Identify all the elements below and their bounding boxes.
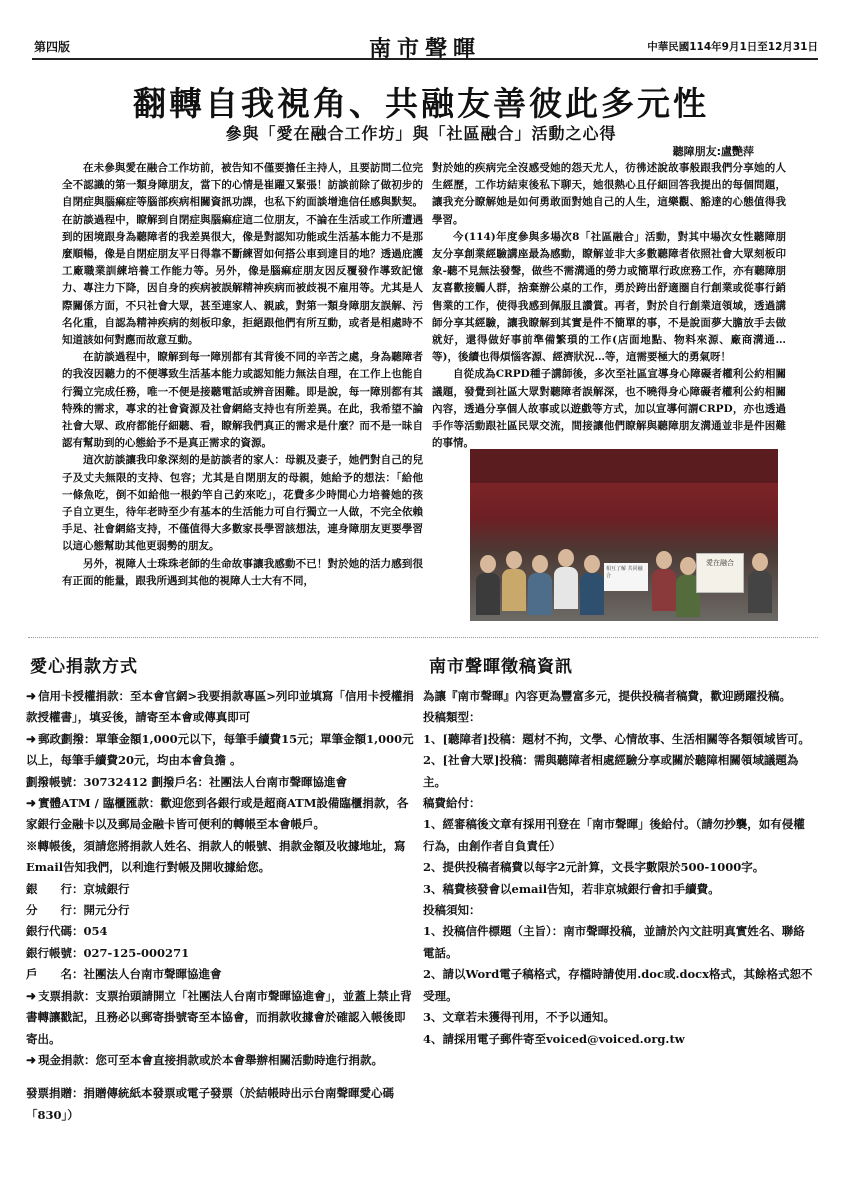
article-paragraph: 自從成為CRPD種子講師後，多次至社區宣導身心障礙者權利公約相關議題，發覺到社區大眾對聽障者誤解深，也不曉得身心障礙者權利公約相關內容，透過分享個人故事或以遊戲等方式，加以宣導何謂CRPD，亦也透過手作等活動跟社區民眾交流，間接讓他們瞭解與聽障朋友溝通並非是件困難的事情。 [432, 368, 786, 450]
article-title: 翻轉自我視角、共融友善彼此多元性 [133, 84, 709, 123]
article-paragraph: 在未參與愛在融合工作坊前，被告知不僅要擔任主持人，且要訪問二位完全不認識的第一類身障朋友，當下的心情是崔躍又緊張！訪談前除了做初步的自閉症與腦痲症等腦部疾病相關資訊功課，也私下約面談增進信任感與默契。在訪談過程中，瞭解到自閉症與腦痲症這二位朋友，不論在生活或工作所遭遇到的困境跟身為聽障者的我差異很大，像是對認知功能或生活基本能力不是那麼順暢，像是自閉症朋友平日得靠不斷練習如何搭公車到達目的地？透過庇護工廠職業訓練培養工作能力等。另外，像是腦痲症朋友因反覆發作導致記憶力、專注力下降，因自身的疾病被誤解精神疾病而被歧視不雇用等。尤其是人際關係方面，不只社會大眾，甚至連家人、親戚，對第一類身障朋友誤解、污名化重，自認為精神疾病的刻板印象，拒絕跟他們有所互動，或者是相處時不知道該如何對應而故意互動。 [62, 162, 423, 347]
submission-types-heading: 投稿類型： [423, 710, 481, 725]
submission-type-item: 1、[聽障者]投稿：題材不拘，文學、心情故事、生活相關等各類領域皆可。 [423, 731, 810, 746]
article-paragraph: 對於她的疾病完全沒感受她的怨天尤人，彷彿述說故事般跟我們分享她的人生經歷，工作坊結束後私下聊天，她很熱心且仔細回答我提出的每個問題，讓我充分瞭解她是如何勇敢面對她自己的人生，這樂觀、豁達的心態值得我學習。 [432, 162, 786, 226]
photo-sign: 相互了解 共同融合 [604, 563, 648, 591]
masthead [32, 34, 818, 60]
donation-cash: ➜ 現金捐款：您可至本會直接捐款或於本會舉辦相關活動時進行捐款。 [26, 1050, 414, 1071]
donation-bank-code: 銀行代碼：054 [26, 924, 108, 939]
arrow-right-icon: ➜ [26, 731, 37, 746]
submission-pay-item: 2、提供投稿者稿費以每字2元計算，文長字數限於500-1000字。 [423, 860, 765, 875]
submission-note-item: 3、文章若未獲得刊用，不予以通知。 [423, 1010, 615, 1025]
donation-invoice: 發票捐贈：捐贈傳統紙本發票或電子發票（於結帳時出示台南聲暉愛心碼「830」） [26, 1086, 394, 1122]
article-subtitle: 參與「愛在融合工作坊」與「社區融合」活動之心得 [225, 124, 617, 143]
donation-atm: ➜ 實體ATM / 臨櫃匯款：歡迎您到各銀行或是超商ATM設備臨櫃捐款，各家銀行金融卡以及郵局金融卡皆可便利的轉帳至本會帳戶。 [26, 793, 414, 836]
submission-pay-heading: 稿費給付： [423, 796, 481, 811]
arrow-right-icon: ➜ [26, 689, 37, 703]
donation-check: ➜ 支票捐款：支票抬頭請開立「社團法人台南市聲暉協進會」，並蓋上禁止背書轉讓戳記，且務必以郵寄掛號寄至本協會，而捐款收據會於確認入帳後即寄出。 [26, 986, 414, 1050]
article-column-right [432, 160, 786, 452]
submission-title: 南市聲暉徵稿資訊 [429, 657, 573, 677]
submission-note-item: 4、請採用電子郵件寄至voiced@voiced.org.tw [423, 1031, 685, 1046]
submission-note-item: 2、請以Word電子稿格式，存檔時請使用.doc或.docx格式，其餘格式恕不受理。 [423, 967, 813, 1003]
donation-postal-account: 劃撥帳號：30732412 劃撥戶名：社團法人台南市聲暉協進會 [26, 774, 348, 789]
article-paragraph: 在訪談過程中，瞭解到每一障別都有其背後不同的辛苦之處，身為聽障者的我沒因聽力的不便導致生活基本能力或認知能力無法自理，在工作上也能自行獨立完成任務，唯一不便是接聽電話或辨音困難。即是說，每一障別都有其特殊的需求，專求的社會資源及社會網絡支持也有所差異。在此，我希望不論社會大眾、政府都能仔細聽、看，瞭解我們真正的需求是什麼？而不是一昧自認有幫助到的心態給予不是真正需求的資源。 [62, 351, 423, 450]
donation-account-holder: 戶 名：社團法人台南市聲暉協進會 [26, 967, 222, 982]
arrow-right-icon: ➜ [26, 988, 37, 1003]
donation-bank: 銀 行：京城銀行 [26, 881, 130, 896]
submission-section [423, 686, 815, 1050]
issue-date-range: 中華民國114年9月1日至12月31日 [647, 41, 818, 53]
arrow-right-icon: ➜ [26, 796, 37, 811]
donation-branch: 分 行：開元分行 [26, 903, 130, 918]
donation-postal: ➜ 郵政劃撥：單筆金額1,000元以下，每筆手續費15元；單筆金額1,000元以上，每筆手續費20元，均由本會負擔 。 [26, 729, 414, 772]
photo-banner: 愛在融合 [696, 553, 744, 593]
photo-ceiling [470, 449, 778, 483]
donation-title: 愛心捐款方式 [30, 657, 138, 677]
donation-bank-account: 銀行帳號：027-125-000271 [26, 945, 190, 960]
donation-credit: ➜ 信用卡授權捐款：至本會官網>我要捐款專區>列印並填寫「信用卡授權捐款授權書」，填妥後，請寄至本會或傳真即可 [26, 686, 414, 729]
edition-label: 第四版 [34, 40, 71, 54]
article-paragraph: 這次訪談讓我印象深刻的是訪談者的家人：母親及妻子，她們對自己的兒子及丈夫無限的支持、包容；尤其是自閉朋友的母親，她給予的想法：「給他一條魚吃，倒不如給他一根釣竿自己釣來吃」，花費多少時間心力培養她的孩子自立更生，待年老時至少有基本的生活能力可自行獨立一人做，不完全依賴手足、社會網絡支持，不僅值得大多數家長學習該想法，連身障朋友更要學習以這心態幫助其他更弱勢的朋友。 [62, 454, 423, 553]
donation-section [26, 686, 414, 1126]
article-byline: 聽障朋友:盧艷萍 [672, 145, 754, 158]
donation-note: ※轉帳後，須請您將捐款人姓名、捐款人的帳號、捐款金額及收據地址，寫Email告知我們，以利進行對帳及開收據給您。 [26, 838, 406, 875]
submission-note-item: 1、投稿信件標題（主旨）：南市聲暉投稿，並請於內文註明真實姓名、聯絡電話。 [423, 924, 805, 960]
newspaper-name: 南市聲暉 [368, 37, 481, 62]
submission-type-item: 2、[社會大眾]投稿：需與聽障者相處經驗分享或關於聽障相關領域議題為主。 [423, 753, 799, 789]
arrow-right-icon: ➜ [26, 1052, 37, 1067]
article-paragraph: 另外，視障人士珠珠老師的生命故事讓我感動不已！對於她的活力感到很有正面的能量，跟我所遇到其他的視障人士大有不同， [62, 557, 423, 587]
submission-notes-heading: 投稿須知： [423, 903, 481, 918]
group-photo [470, 449, 778, 621]
submission-intro: 為讓『南市聲暉』內容更為豐富多元，提供投稿者稿費，歡迎踴躍投稿。 [423, 689, 791, 703]
article-paragraph: 今(114)年度參與多場次8「社區融合」活動，對其中場次女性聽障朋友分享創業經驗講座最為感動，瞭解並非大多數聽障者依照社會大眾刻板印象-聽不見無法發聲，做些不需溝通的勞力或簡單行政庶務工作，亦有聽障朋友喜歡接觸人群，捨棄辦公桌的工作，勇於跨出舒適圈自行創業或從事行銷售業的工作，使得我感到佩服且讚賞。再者，對於自行創業這領域，透過講師分享其經驗，讓我瞭解到其實是件不簡單的事，不是說面夢大膽放手去做就好，還得做好事前準備繁瑣的工作(店面地點、物料來源、廠商溝通…等)，後續也得煩惱客源、經濟狀況…等，這需要極大的勇氣呀！ [432, 230, 786, 364]
section-divider [28, 637, 818, 638]
submission-pay-item: 3、稿費核發會以email告知，若非京城銀行會扣手續費。 [423, 881, 720, 896]
submission-pay-item: 1、經審稿後文章有採用刊登在「南市聲暉」後給付。（請勿抄襲，如有侵權行為，由創作者自負責任） [423, 817, 805, 853]
article-column-left [62, 160, 423, 590]
